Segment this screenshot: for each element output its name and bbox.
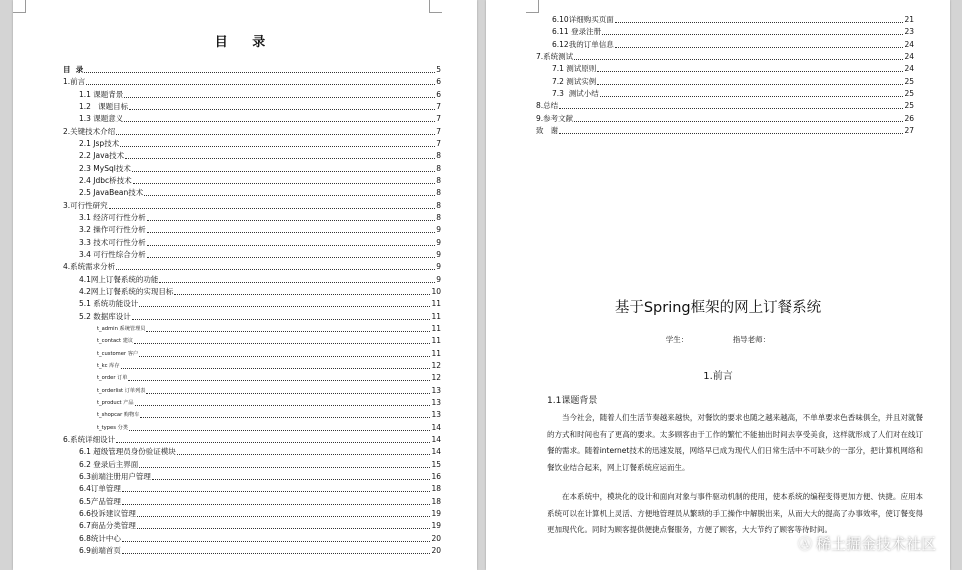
toc-entry[interactable] (79, 175, 441, 187)
toc-entry-page: 8 (436, 212, 441, 222)
toc-entry-label: 6.5产品管理 (79, 496, 121, 506)
section-heading: 1.1课题背景 (547, 396, 598, 406)
toc-leader-dots (124, 97, 435, 98)
toc-leader-dots (137, 528, 431, 529)
toc-entry-label: 2.5 JavaBean技术 (79, 188, 144, 198)
toc-entry[interactable] (63, 200, 441, 212)
toc-entry-page: 24 (904, 64, 914, 74)
toc-entry[interactable] (79, 286, 441, 298)
toc-entry-page: 7 (436, 101, 441, 111)
toc-entry-page: 15 (431, 459, 441, 469)
toc-entry-label: 6.11 登录注册 (552, 27, 602, 37)
toc-entry[interactable] (79, 311, 441, 323)
toc-entry-label: t_order 订单 (97, 375, 128, 382)
content-page (486, 0, 950, 570)
toc-entry-label: 2.3 MySql技术 (79, 163, 131, 173)
toc-leader-dots (132, 319, 431, 320)
toc-entry[interactable] (97, 397, 441, 409)
toc-entry[interactable] (552, 39, 914, 51)
toc-entry[interactable] (79, 459, 441, 471)
toc-entry-page: 12 (431, 373, 441, 383)
toc-entry-label: t_contact 建议 (97, 338, 134, 345)
toc-entry[interactable] (79, 483, 441, 495)
toc-leader-dots (122, 504, 431, 505)
toc-entry-label: t_admin 系统管理员 (97, 325, 146, 332)
toc-entry[interactable] (63, 64, 441, 76)
toc-leader-dots (129, 109, 435, 110)
toc-leader-dots (574, 59, 903, 60)
toc-entry[interactable] (79, 101, 441, 113)
toc-entry-page: 20 (431, 545, 441, 555)
crop-mark (429, 0, 442, 13)
toc-title: 目 录 (214, 35, 276, 50)
toc-entry[interactable] (79, 520, 441, 532)
toc-leader-dots (122, 491, 431, 492)
toc-entry-page: 27 (904, 125, 914, 135)
toc-entry-page: 10 (431, 286, 441, 296)
watermark (798, 533, 936, 554)
toc-entry[interactable] (79, 508, 441, 520)
toc-leader-dots (121, 368, 431, 369)
toc-leader-dots (109, 208, 436, 209)
toc-entry[interactable] (536, 100, 914, 112)
toc-entry-label: 3.3 技术可行性分析 (79, 237, 146, 247)
toc-entry-page: 8 (436, 151, 441, 161)
toc-entry[interactable] (79, 533, 441, 545)
toc-entry-page: 11 (431, 323, 441, 333)
toc-entry-label: t_customer 客户 (97, 350, 139, 357)
toc-entry-label: 3.1 经济可行性分析 (79, 212, 146, 222)
toc-entry-label: 5.1 系统功能设计 (79, 299, 139, 309)
toc-page (13, 0, 477, 570)
toc-entry[interactable] (536, 51, 914, 63)
toc-entry-page: 7 (436, 138, 441, 148)
toc-entry[interactable] (79, 237, 441, 249)
toc-entry-label: 目 录 (63, 65, 84, 74)
toc-leader-dots (137, 516, 431, 517)
toc-entry[interactable] (97, 323, 441, 335)
toc-leader-dots (124, 121, 435, 122)
toc-entry[interactable] (552, 26, 914, 38)
toc-entry[interactable] (97, 372, 441, 384)
toc-entry[interactable] (79, 249, 441, 261)
toc-entry[interactable] (97, 360, 441, 372)
toc-entry[interactable] (63, 76, 441, 88)
toc-entry-label: 1.2 课题目标 (79, 101, 129, 111)
toc-entry-label: 6.9前端首页 (79, 545, 121, 555)
toc-entry-label: t_types 分类 (97, 424, 128, 431)
toc-entry-page: 14 (431, 422, 441, 432)
toc-entry-label: 6.系统详细设计 (63, 434, 116, 444)
toc-entry-label: 7.2 测试实例 (552, 76, 597, 86)
toc-leader-dots (574, 121, 903, 122)
toc-entry-label: t_shopcar 购物车 (97, 412, 140, 419)
toc-entry[interactable] (79, 163, 441, 175)
toc-leader-dots (602, 34, 903, 35)
toc-entry-page: 6 (436, 89, 441, 99)
toc-leader-dots (116, 442, 430, 443)
toc-entry-page: 8 (436, 188, 441, 198)
toc-entry-page: 14 (431, 447, 441, 457)
toc-entry-label: 1.1 课题背景 (79, 89, 124, 99)
toc-entry-label: 4.系统需求分析 (63, 262, 116, 272)
toc-entry-page: 8 (436, 163, 441, 173)
toc-entry-page: 9 (436, 262, 441, 272)
toc-entry[interactable] (536, 125, 914, 137)
toc-entry-label: 6.10详细购买页面 (552, 15, 614, 24)
authors-line (486, 334, 950, 345)
toc-leader-dots (84, 72, 435, 73)
toc-entry[interactable] (79, 89, 441, 101)
toc-entry-page: 19 (431, 521, 441, 531)
document-title: 基于Spring框架的网上订餐系统 (614, 300, 822, 316)
toc-entry-label: 7.3 测试小结 (552, 88, 599, 98)
at-sign-icon: Ⓐ (797, 536, 812, 553)
toc-entry[interactable] (79, 446, 441, 458)
toc-entry-page: 14 (431, 434, 441, 444)
toc-entry[interactable] (79, 496, 441, 508)
toc-leader-dots (615, 22, 904, 23)
toc-entry[interactable] (79, 212, 441, 224)
toc-leader-dots (147, 232, 435, 233)
toc-leader-dots (132, 171, 435, 172)
toc-entry-page: 9 (436, 225, 441, 235)
toc-leader-dots (128, 380, 430, 381)
toc-leader-dots (122, 541, 431, 542)
toc-entry-label: t_product 产品 (97, 399, 134, 406)
toc-entry-label: 6.8统计中心 (79, 533, 121, 543)
toc-entry-label: 3.2 操作可行性分析 (79, 225, 146, 235)
toc-leader-dots (559, 133, 903, 134)
toc-leader-dots (120, 146, 435, 147)
toc-leader-dots (159, 282, 435, 283)
toc-entry[interactable] (79, 187, 441, 199)
toc-entry-label: 2.1 Jsp技术 (79, 138, 120, 148)
toc-entry[interactable] (97, 348, 441, 360)
toc-entry-page: 16 (431, 471, 441, 481)
toc-leader-dots (139, 467, 430, 468)
toc-entry-page: 25 (904, 88, 914, 98)
toc-leader-dots (615, 47, 904, 48)
toc-entry[interactable] (79, 298, 441, 310)
toc-leader-dots (152, 479, 431, 480)
toc-entry-page: 11 (431, 336, 441, 346)
toc-leader-dots (147, 220, 435, 221)
toc-leader-dots (140, 417, 430, 418)
toc-entry-label: 2.4 Jdbc桥技术 (79, 175, 132, 185)
toc-leader-dots (135, 405, 431, 406)
toc-entry-page: 24 (904, 39, 914, 49)
toc-entry-label: 4.1网上订餐系统的功能 (79, 274, 159, 284)
toc-entry[interactable] (97, 409, 441, 421)
toc-entry-label: 2.2 Java技术 (79, 151, 125, 161)
toc-entry[interactable] (79, 545, 441, 557)
toc-leader-dots (139, 356, 430, 357)
toc-leader-dots (144, 195, 435, 196)
watermark-text: 稀土掘金技术社区 (815, 535, 936, 553)
toc-leader-dots (174, 294, 430, 295)
toc-entry-page: 11 (431, 348, 441, 358)
toc-entry[interactable] (63, 126, 441, 138)
toc-leader-dots (146, 393, 430, 394)
toc-entry-label: 6.12我的订单信息 (552, 39, 614, 49)
toc-entry-label: 6.1 超级管理员身份验证模块 (79, 447, 176, 457)
toc-entry-page: 13 (431, 385, 441, 395)
toc-entry-page: 8 (436, 200, 441, 210)
toc-entry[interactable] (97, 335, 441, 347)
toc-entry-label: 5.2 数据库设计 (79, 311, 131, 321)
toc-entry-label: 1.3 课题意义 (79, 114, 124, 124)
toc-entry-label: 1.前言 (63, 77, 86, 87)
paragraph: 当今社会，随着人们生活节奏越来越快，对餐饮的要求也随之越来越高，不单单要求色香味俱全，并且对就餐的方式和时间也有了更高的要求。太多顾客由于工作的繁忙不能抽出时间去享受美食，这样就形成了人们对在线订餐的需求。随着internet技术的迅速发展，网络早已成为现代人们日常生活中不可缺少的一部分，把计算机网络和餐饮业结合起来，网上订餐系统应运而生。 (547, 413, 923, 472)
toc-entry-label: 6.6投诉建议管理 (79, 508, 136, 518)
toc-entry-label: 6.7商品分类管理 (79, 521, 136, 531)
toc-entry-page: 25 (904, 76, 914, 86)
toc-entry-page: 13 (431, 397, 441, 407)
toc-entry-page: 21 (904, 15, 914, 24)
toc-leader-dots (177, 454, 431, 455)
toc-leader-dots (597, 84, 903, 85)
toc-entry-page: 9 (436, 249, 441, 259)
advisor-label: 指导老师： (732, 335, 771, 344)
toc-leader-dots (116, 269, 435, 270)
toc-entry[interactable] (63, 434, 441, 446)
toc-entry-page: 7 (436, 114, 441, 124)
toc-entry[interactable] (97, 385, 441, 397)
toc-entry-page: 20 (431, 533, 441, 543)
toc-entry-label: 4.2网上订餐系统的实现目标 (79, 286, 174, 296)
toc-entry[interactable] (63, 261, 441, 273)
toc-entry-page: 24 (904, 51, 914, 61)
crop-mark (13, 0, 26, 13)
toc-entry-page: 5 (436, 65, 441, 74)
toc-entry[interactable] (536, 113, 914, 125)
toc-leader-dots (125, 158, 435, 159)
toc-entry[interactable] (79, 150, 441, 162)
toc-entry[interactable] (79, 113, 441, 125)
toc-entry[interactable] (552, 14, 914, 26)
toc-entry-page: 18 (431, 484, 441, 494)
toc-entry-label: 6.4订单管理 (79, 484, 121, 494)
toc-leader-dots (116, 134, 435, 135)
toc-entry-page: 12 (431, 360, 441, 370)
toc-leader-dots (133, 183, 436, 184)
toc-entry-label: 6.2 登录后主界面 (79, 459, 139, 469)
toc-entry[interactable] (79, 274, 441, 286)
toc-entry-label: t_orderlist 订单列表 (97, 387, 146, 394)
toc-entry-page: 18 (431, 496, 441, 506)
toc-entry[interactable] (79, 138, 441, 150)
toc-entry-label: 2.关键技术介绍 (63, 126, 116, 136)
toc-leader-dots (129, 430, 431, 431)
toc-leader-dots (147, 257, 435, 258)
toc-entry[interactable] (79, 471, 441, 483)
toc-leader-dots (147, 245, 435, 246)
toc-entry-page: 11 (431, 311, 441, 321)
toc-entry-label: 致 谢 (536, 125, 559, 135)
toc-leader-dots (139, 306, 430, 307)
toc-entry-page: 25 (904, 101, 914, 111)
toc-leader-dots (86, 84, 435, 85)
chapter-heading: 1.前言 (703, 371, 733, 382)
toc-entry-page: 11 (431, 299, 441, 309)
toc-entry-page: 23 (904, 27, 914, 37)
toc-entry-label: 9.参考文献 (536, 113, 574, 123)
toc-entry-page: 9 (436, 237, 441, 247)
toc-entry-label: 3.可行性研究 (63, 200, 108, 210)
toc-entry-label: 7.1 测试原则 (552, 64, 597, 74)
toc-entry-page: 13 (431, 410, 441, 420)
paragraph: 在本系统中，模块化的设计和面向对象与事件驱动机制的使用，使本系统的编程变得更加方便、快捷。应用本系统可以在计算机上灵活、方便地管理员从繁琐的手工操作中解脱出来，从而大大的提高了办事效率，使订餐变得更加现代化。同时为顾客提供便捷点餐服务，方便了顾客，大大节约了顾客等待时间。 (547, 492, 923, 534)
toc-entry-page: 7 (436, 126, 441, 136)
toc-entry-page: 6 (436, 77, 441, 87)
toc-entry-page: 8 (436, 175, 441, 185)
toc-leader-dots (597, 71, 903, 72)
toc-entry-page: 19 (431, 508, 441, 518)
toc-entry-label: 6.3前端注册用户管理 (79, 471, 151, 481)
toc-leader-dots (600, 96, 904, 97)
toc-entry[interactable] (97, 422, 441, 434)
toc-entry[interactable] (79, 224, 441, 236)
toc-entry-label: t_kc 库存 (97, 362, 120, 369)
toc-leader-dots (134, 343, 430, 344)
crop-mark (526, 0, 539, 13)
toc-entry[interactable] (552, 88, 914, 100)
toc-leader-dots (146, 331, 430, 332)
toc-leader-dots (122, 553, 431, 554)
toc-leader-dots (559, 108, 903, 109)
toc-entry-label: 7.系统测试 (536, 51, 574, 61)
student-label: 学生： (665, 335, 689, 344)
toc-entry-label: 8.总结 (536, 101, 559, 111)
toc-entry-label: 3.4 可行性综合分析 (79, 249, 146, 259)
toc-entry-page: 9 (436, 274, 441, 284)
toc-entry-page: 26 (904, 113, 914, 123)
toc-entry[interactable] (552, 76, 914, 88)
toc-entry[interactable] (552, 63, 914, 75)
